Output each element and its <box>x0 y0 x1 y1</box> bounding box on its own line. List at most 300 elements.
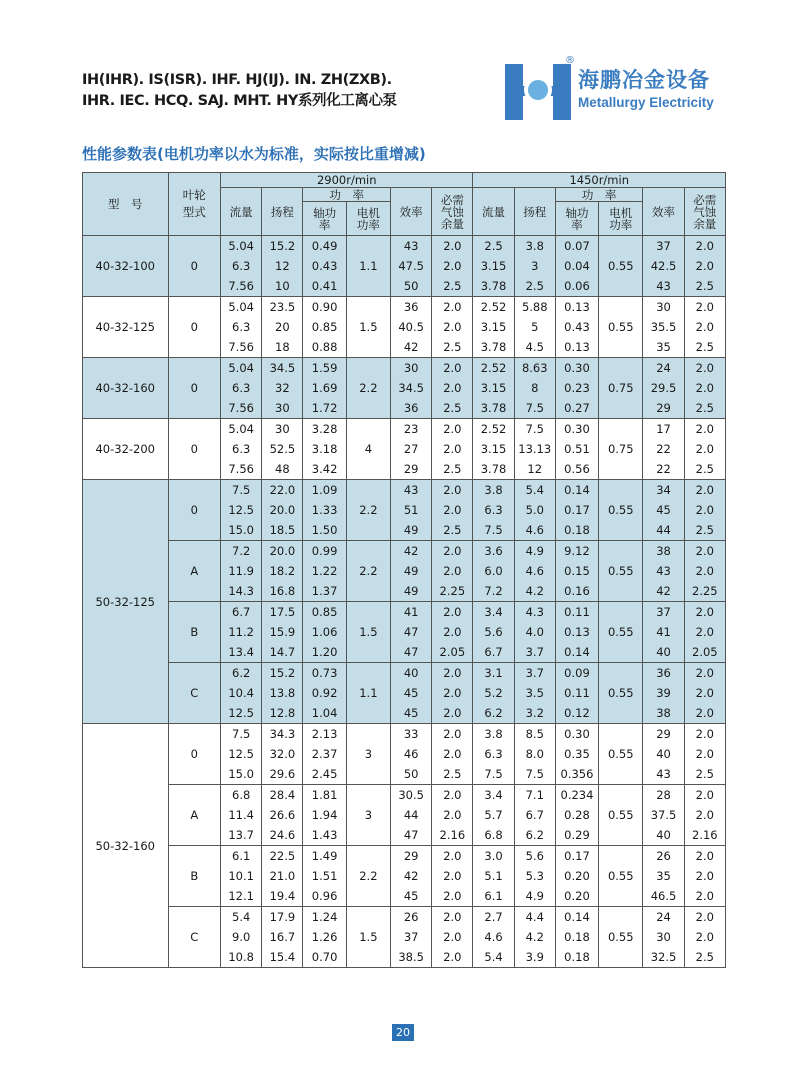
npsh-a-cell: 2.0 <box>432 419 473 440</box>
motor-power-b-cell: 0.55 <box>599 236 643 297</box>
shaft-power-a-cell: 1.06 <box>303 622 346 642</box>
motor-power-a-cell: 2.2 <box>346 358 390 419</box>
flow-a-cell: 12.5 <box>221 703 262 724</box>
shaft-power-a-cell: 0.99 <box>303 541 346 562</box>
efficiency-b-cell: 30 <box>643 927 684 947</box>
flow-b-cell: 3.78 <box>473 459 514 480</box>
efficiency-b-cell: 29.5 <box>643 378 684 398</box>
head-b-cell: 5 <box>514 317 555 337</box>
head-a-cell: 13.8 <box>262 683 303 703</box>
flow-b-cell: 6.7 <box>473 642 514 663</box>
npsh-b-cell: 2.5 <box>684 520 725 541</box>
npsh-a-cell: 2.0 <box>432 683 473 703</box>
efficiency-a-cell: 45 <box>391 683 432 703</box>
head-a-cell: 34.3 <box>262 724 303 745</box>
motor-power-b-cell: 0.55 <box>599 724 643 785</box>
header-npsh-a: 必需气蚀余量 <box>432 188 473 236</box>
header-motor-power-b: 电机功率 <box>599 202 643 236</box>
shaft-power-a-cell: 2.13 <box>303 724 346 745</box>
npsh-a-cell: 2.0 <box>432 622 473 642</box>
flow-b-cell: 3.15 <box>473 439 514 459</box>
head-a-cell: 15.2 <box>262 236 303 257</box>
shaft-power-b-cell: 0.14 <box>555 907 598 928</box>
shaft-power-a-cell: 0.73 <box>303 663 346 684</box>
motor-power-b-cell: 0.55 <box>599 602 643 663</box>
shaft-power-a-cell: 0.49 <box>303 236 346 257</box>
header-flow-a: 流量 <box>221 188 262 236</box>
table-row <box>83 419 726 440</box>
shaft-power-a-cell: 1.50 <box>303 520 346 541</box>
head-b-cell: 4.9 <box>514 541 555 562</box>
efficiency-b-cell: 28 <box>643 785 684 806</box>
flow-a-cell: 15.0 <box>221 764 262 785</box>
efficiency-b-cell: 24 <box>643 358 684 379</box>
shaft-power-b-cell: 0.18 <box>555 927 598 947</box>
head-a-cell: 22.5 <box>262 846 303 867</box>
impeller-type-cell: 0 <box>168 236 221 297</box>
flow-a-cell: 15.0 <box>221 520 262 541</box>
npsh-b-cell: 2.0 <box>684 358 725 379</box>
efficiency-a-cell: 42 <box>391 337 432 358</box>
flow-a-cell: 12.5 <box>221 500 262 520</box>
flow-a-cell: 13.4 <box>221 642 262 663</box>
motor-power-a-cell: 3 <box>346 724 390 785</box>
efficiency-a-cell: 50 <box>391 764 432 785</box>
shaft-power-b-cell: 0.51 <box>555 439 598 459</box>
section-title: 性能参数表(电机功率以水为标准，实际按比重增减) <box>82 145 426 163</box>
head-a-cell: 22.0 <box>262 480 303 501</box>
efficiency-b-cell: 34 <box>643 480 684 501</box>
npsh-a-cell: 2.5 <box>432 337 473 358</box>
npsh-a-cell: 2.5 <box>432 398 473 419</box>
efficiency-a-cell: 23 <box>391 419 432 440</box>
flow-b-cell: 2.52 <box>473 297 514 318</box>
efficiency-a-cell: 51 <box>391 500 432 520</box>
head-b-cell: 8.5 <box>514 724 555 745</box>
flow-a-cell: 9.0 <box>221 927 262 947</box>
efficiency-b-cell: 43 <box>643 276 684 297</box>
flow-a-cell: 5.04 <box>221 419 262 440</box>
npsh-b-cell: 2.0 <box>684 663 725 684</box>
npsh-a-cell: 2.0 <box>432 378 473 398</box>
model-cell: 40-32-125 <box>83 297 169 358</box>
npsh-a-cell: 2.0 <box>432 297 473 318</box>
flow-b-cell: 3.78 <box>473 398 514 419</box>
npsh-a-cell: 2.0 <box>432 927 473 947</box>
flow-b-cell: 6.2 <box>473 703 514 724</box>
shaft-power-b-cell: 0.28 <box>555 805 598 825</box>
npsh-a-cell: 2.5 <box>432 459 473 480</box>
npsh-a-cell: 2.0 <box>432 846 473 867</box>
header-shaft-power-b: 轴功率 <box>555 202 598 236</box>
shaft-power-a-cell: 1.59 <box>303 358 346 379</box>
head-b-cell: 13.13 <box>514 439 555 459</box>
motor-power-b-cell: 0.75 <box>599 419 643 480</box>
flow-a-cell: 6.3 <box>221 317 262 337</box>
npsh-a-cell: 2.0 <box>432 866 473 886</box>
flow-a-cell: 6.1 <box>221 846 262 867</box>
efficiency-b-cell: 40 <box>643 642 684 663</box>
efficiency-b-cell: 29 <box>643 724 684 745</box>
head-b-cell: 3.2 <box>514 703 555 724</box>
flow-b-cell: 3.78 <box>473 337 514 358</box>
npsh-b-cell: 2.0 <box>684 683 725 703</box>
efficiency-a-cell: 41 <box>391 602 432 623</box>
npsh-a-cell: 2.0 <box>432 907 473 928</box>
head-b-cell: 4.9 <box>514 886 555 907</box>
shaft-power-b-cell: 0.04 <box>555 256 598 276</box>
logo-name-en: Metallurgy Electricity <box>578 95 714 110</box>
npsh-b-cell: 2.0 <box>684 500 725 520</box>
efficiency-b-cell: 35.5 <box>643 317 684 337</box>
flow-a-cell: 5.04 <box>221 236 262 257</box>
efficiency-a-cell: 50 <box>391 276 432 297</box>
npsh-b-cell: 2.0 <box>684 785 725 806</box>
head-a-cell: 32 <box>262 378 303 398</box>
shaft-power-a-cell: 0.70 <box>303 947 346 968</box>
efficiency-a-cell: 42 <box>391 866 432 886</box>
shaft-power-a-cell: 1.37 <box>303 581 346 602</box>
impeller-type-cell: A <box>168 785 221 846</box>
head-b-cell: 8.63 <box>514 358 555 379</box>
shaft-power-a-cell: 3.28 <box>303 419 346 440</box>
efficiency-b-cell: 35 <box>643 337 684 358</box>
motor-power-b-cell: 0.55 <box>599 785 643 846</box>
model-cell: 40-32-160 <box>83 358 169 419</box>
shaft-power-b-cell: 0.17 <box>555 500 598 520</box>
efficiency-a-cell: 38.5 <box>391 947 432 968</box>
efficiency-a-cell: 44 <box>391 805 432 825</box>
efficiency-a-cell: 47.5 <box>391 256 432 276</box>
efficiency-a-cell: 34.5 <box>391 378 432 398</box>
flow-a-cell: 14.3 <box>221 581 262 602</box>
head-a-cell: 14.7 <box>262 642 303 663</box>
company-logo-icon <box>503 56 573 126</box>
npsh-b-cell: 2.0 <box>684 378 725 398</box>
npsh-b-cell: 2.0 <box>684 256 725 276</box>
table-row <box>83 602 726 623</box>
efficiency-b-cell: 46.5 <box>643 886 684 907</box>
head-b-cell: 4.5 <box>514 337 555 358</box>
flow-a-cell: 7.56 <box>221 459 262 480</box>
shaft-power-b-cell: 0.15 <box>555 561 598 581</box>
flow-a-cell: 7.56 <box>221 276 262 297</box>
npsh-a-cell: 2.0 <box>432 480 473 501</box>
shaft-power-b-cell: 9.12 <box>555 541 598 562</box>
shaft-power-a-cell: 1.51 <box>303 866 346 886</box>
flow-b-cell: 3.15 <box>473 378 514 398</box>
head-a-cell: 18 <box>262 337 303 358</box>
flow-b-cell: 7.2 <box>473 581 514 602</box>
shaft-power-a-cell: 1.24 <box>303 907 346 928</box>
npsh-b-cell: 2.0 <box>684 846 725 867</box>
efficiency-a-cell: 40.5 <box>391 317 432 337</box>
table-row <box>83 846 726 867</box>
shaft-power-b-cell: 0.09 <box>555 663 598 684</box>
efficiency-b-cell: 40 <box>643 744 684 764</box>
flow-b-cell: 5.4 <box>473 947 514 968</box>
flow-b-cell: 6.3 <box>473 744 514 764</box>
efficiency-b-cell: 44 <box>643 520 684 541</box>
efficiency-b-cell: 38 <box>643 541 684 562</box>
efficiency-a-cell: 33 <box>391 724 432 745</box>
head-b-cell: 5.3 <box>514 866 555 886</box>
efficiency-a-cell: 29 <box>391 846 432 867</box>
efficiency-b-cell: 37 <box>643 602 684 623</box>
impeller-type-cell: 0 <box>168 480 221 541</box>
flow-a-cell: 10.1 <box>221 866 262 886</box>
efficiency-b-cell: 32.5 <box>643 947 684 968</box>
shaft-power-a-cell: 1.69 <box>303 378 346 398</box>
shaft-power-a-cell: 0.90 <box>303 297 346 318</box>
head-b-cell: 3.8 <box>514 236 555 257</box>
flow-a-cell: 6.8 <box>221 785 262 806</box>
head-b-cell: 7.1 <box>514 785 555 806</box>
head-a-cell: 18.5 <box>262 520 303 541</box>
shaft-power-a-cell: 1.20 <box>303 642 346 663</box>
motor-power-a-cell: 2.2 <box>346 846 390 907</box>
npsh-a-cell: 2.0 <box>432 724 473 745</box>
efficiency-b-cell: 22 <box>643 439 684 459</box>
head-b-cell: 4.6 <box>514 520 555 541</box>
flow-a-cell: 11.9 <box>221 561 262 581</box>
npsh-b-cell: 2.0 <box>684 866 725 886</box>
efficiency-a-cell: 46 <box>391 744 432 764</box>
npsh-a-cell: 2.0 <box>432 439 473 459</box>
motor-power-a-cell: 1.1 <box>346 236 390 297</box>
table-header <box>83 173 726 236</box>
motor-power-a-cell: 3 <box>346 785 390 846</box>
npsh-b-cell: 2.0 <box>684 886 725 907</box>
efficiency-b-cell: 29 <box>643 398 684 419</box>
head-a-cell: 16.8 <box>262 581 303 602</box>
efficiency-b-cell: 37 <box>643 236 684 257</box>
shaft-power-b-cell: 0.18 <box>555 520 598 541</box>
shaft-power-b-cell: 0.18 <box>555 947 598 968</box>
shaft-power-b-cell: 0.14 <box>555 642 598 663</box>
shaft-power-a-cell: 2.45 <box>303 764 346 785</box>
head-b-cell: 3.9 <box>514 947 555 968</box>
head-a-cell: 12.8 <box>262 703 303 724</box>
header-head-b: 扬程 <box>514 188 555 236</box>
header-power-b: 功 率 <box>555 188 643 202</box>
table-row <box>83 480 726 501</box>
motor-power-b-cell: 0.55 <box>599 297 643 358</box>
head-b-cell: 7.5 <box>514 398 555 419</box>
shaft-power-b-cell: 0.13 <box>555 297 598 318</box>
shaft-power-a-cell: 0.85 <box>303 602 346 623</box>
npsh-a-cell: 2.16 <box>432 825 473 846</box>
flow-b-cell: 5.6 <box>473 622 514 642</box>
table-row <box>83 663 726 684</box>
shaft-power-a-cell: 0.41 <box>303 276 346 297</box>
flow-b-cell: 2.52 <box>473 358 514 379</box>
head-a-cell: 26.6 <box>262 805 303 825</box>
page-number: 20 <box>392 1024 414 1041</box>
motor-power-a-cell: 2.2 <box>346 480 390 541</box>
motor-power-b-cell: 0.55 <box>599 541 643 602</box>
flow-b-cell: 3.15 <box>473 317 514 337</box>
motor-power-a-cell: 4 <box>346 419 390 480</box>
flow-a-cell: 7.5 <box>221 724 262 745</box>
motor-power-b-cell: 0.75 <box>599 358 643 419</box>
efficiency-b-cell: 39 <box>643 683 684 703</box>
npsh-b-cell: 2.5 <box>684 764 725 785</box>
motor-power-a-cell: 1.1 <box>346 663 390 724</box>
flow-b-cell: 4.6 <box>473 927 514 947</box>
efficiency-a-cell: 45 <box>391 703 432 724</box>
efficiency-b-cell: 38 <box>643 703 684 724</box>
flow-a-cell: 6.3 <box>221 256 262 276</box>
performance-table <box>82 172 726 968</box>
head-a-cell: 52.5 <box>262 439 303 459</box>
flow-b-cell: 2.5 <box>473 236 514 257</box>
npsh-b-cell: 2.0 <box>684 744 725 764</box>
npsh-a-cell: 2.5 <box>432 276 473 297</box>
header-efficiency-b: 效率 <box>643 188 684 236</box>
impeller-type-cell: 0 <box>168 297 221 358</box>
shaft-power-b-cell: 0.06 <box>555 276 598 297</box>
npsh-b-cell: 2.0 <box>684 561 725 581</box>
shaft-power-b-cell: 0.27 <box>555 398 598 419</box>
head-a-cell: 20.0 <box>262 541 303 562</box>
flow-b-cell: 3.78 <box>473 276 514 297</box>
head-b-cell: 5.4 <box>514 480 555 501</box>
flow-a-cell: 7.2 <box>221 541 262 562</box>
head-b-cell: 4.4 <box>514 907 555 928</box>
npsh-a-cell: 2.0 <box>432 785 473 806</box>
efficiency-a-cell: 40 <box>391 663 432 684</box>
shaft-power-b-cell: 0.11 <box>555 683 598 703</box>
shaft-power-b-cell: 0.07 <box>555 236 598 257</box>
efficiency-a-cell: 36 <box>391 398 432 419</box>
flow-b-cell: 6.8 <box>473 825 514 846</box>
flow-b-cell: 6.0 <box>473 561 514 581</box>
shaft-power-a-cell: 0.92 <box>303 683 346 703</box>
head-b-cell: 7.5 <box>514 419 555 440</box>
flow-b-cell: 6.1 <box>473 886 514 907</box>
motor-power-a-cell: 1.5 <box>346 297 390 358</box>
efficiency-a-cell: 47 <box>391 622 432 642</box>
npsh-a-cell: 2.0 <box>432 703 473 724</box>
flow-b-cell: 7.5 <box>473 520 514 541</box>
npsh-b-cell: 2.0 <box>684 602 725 623</box>
shaft-power-a-cell: 0.43 <box>303 256 346 276</box>
header-shaft-power-a: 轴功率 <box>303 202 346 236</box>
efficiency-a-cell: 30 <box>391 358 432 379</box>
shaft-power-b-cell: 0.43 <box>555 317 598 337</box>
impeller-type-cell: B <box>168 602 221 663</box>
flow-a-cell: 5.04 <box>221 297 262 318</box>
head-a-cell: 32.0 <box>262 744 303 764</box>
efficiency-a-cell: 49 <box>391 581 432 602</box>
npsh-a-cell: 2.0 <box>432 947 473 968</box>
npsh-a-cell: 2.0 <box>432 358 473 379</box>
efficiency-b-cell: 22 <box>643 459 684 480</box>
shaft-power-b-cell: 0.20 <box>555 886 598 907</box>
shaft-power-a-cell: 1.09 <box>303 480 346 501</box>
efficiency-b-cell: 43 <box>643 764 684 785</box>
shaft-power-a-cell: 0.96 <box>303 886 346 907</box>
efficiency-b-cell: 43 <box>643 561 684 581</box>
npsh-a-cell: 2.0 <box>432 541 473 562</box>
shaft-power-b-cell: 0.12 <box>555 703 598 724</box>
efficiency-b-cell: 45 <box>643 500 684 520</box>
efficiency-b-cell: 17 <box>643 419 684 440</box>
logo-name-cn: 海鹏冶金设备 <box>578 68 710 92</box>
motor-power-b-cell: 0.55 <box>599 846 643 907</box>
flow-b-cell: 5.1 <box>473 866 514 886</box>
flow-b-cell: 3.8 <box>473 480 514 501</box>
header-speed-1450: 1450r/min <box>473 173 726 188</box>
impeller-type-cell: 0 <box>168 419 221 480</box>
head-b-cell: 6.2 <box>514 825 555 846</box>
head-a-cell: 21.0 <box>262 866 303 886</box>
shaft-power-b-cell: 0.35 <box>555 744 598 764</box>
npsh-b-cell: 2.0 <box>684 236 725 257</box>
npsh-b-cell: 2.0 <box>684 724 725 745</box>
head-a-cell: 15.9 <box>262 622 303 642</box>
table-body <box>83 236 726 968</box>
shaft-power-b-cell: 0.56 <box>555 459 598 480</box>
head-b-cell: 2.5 <box>514 276 555 297</box>
head-b-cell: 4.2 <box>514 581 555 602</box>
impeller-type-cell: B <box>168 846 221 907</box>
shaft-power-b-cell: 0.356 <box>555 764 598 785</box>
flow-a-cell: 12.1 <box>221 886 262 907</box>
shaft-power-a-cell: 1.33 <box>303 500 346 520</box>
shaft-power-b-cell: 0.30 <box>555 724 598 745</box>
head-b-cell: 8 <box>514 378 555 398</box>
head-a-cell: 30 <box>262 398 303 419</box>
efficiency-b-cell: 42 <box>643 581 684 602</box>
header-flow-b: 流量 <box>473 188 514 236</box>
flow-a-cell: 6.3 <box>221 439 262 459</box>
motor-power-b-cell: 0.55 <box>599 663 643 724</box>
shaft-power-a-cell: 0.88 <box>303 337 346 358</box>
shaft-power-b-cell: 0.17 <box>555 846 598 867</box>
npsh-b-cell: 2.0 <box>684 439 725 459</box>
series-title-line2: IHR. IEC. HCQ. SAJ. MHT. HY系列化工离心泵 <box>82 93 397 109</box>
head-a-cell: 12 <box>262 256 303 276</box>
head-a-cell: 18.2 <box>262 561 303 581</box>
npsh-a-cell: 2.0 <box>432 602 473 623</box>
npsh-b-cell: 2.0 <box>684 480 725 501</box>
npsh-b-cell: 2.0 <box>684 622 725 642</box>
shaft-power-b-cell: 0.16 <box>555 581 598 602</box>
efficiency-a-cell: 47 <box>391 825 432 846</box>
shaft-power-b-cell: 0.234 <box>555 785 598 806</box>
head-b-cell: 4.2 <box>514 927 555 947</box>
npsh-a-cell: 2.0 <box>432 561 473 581</box>
impeller-type-cell: 0 <box>168 358 221 419</box>
flow-b-cell: 3.8 <box>473 724 514 745</box>
registered-mark: ® <box>565 55 575 66</box>
npsh-b-cell: 2.16 <box>684 825 725 846</box>
head-a-cell: 30 <box>262 419 303 440</box>
npsh-b-cell: 2.0 <box>684 703 725 724</box>
shaft-power-a-cell: 1.22 <box>303 561 346 581</box>
head-a-cell: 10 <box>262 276 303 297</box>
efficiency-a-cell: 29 <box>391 459 432 480</box>
npsh-b-cell: 2.0 <box>684 317 725 337</box>
shaft-power-b-cell: 0.29 <box>555 825 598 846</box>
table-row <box>83 236 726 257</box>
impeller-type-cell: A <box>168 541 221 602</box>
impeller-type-cell: 0 <box>168 724 221 785</box>
header-power-a: 功 率 <box>303 188 391 202</box>
flow-b-cell: 7.5 <box>473 764 514 785</box>
